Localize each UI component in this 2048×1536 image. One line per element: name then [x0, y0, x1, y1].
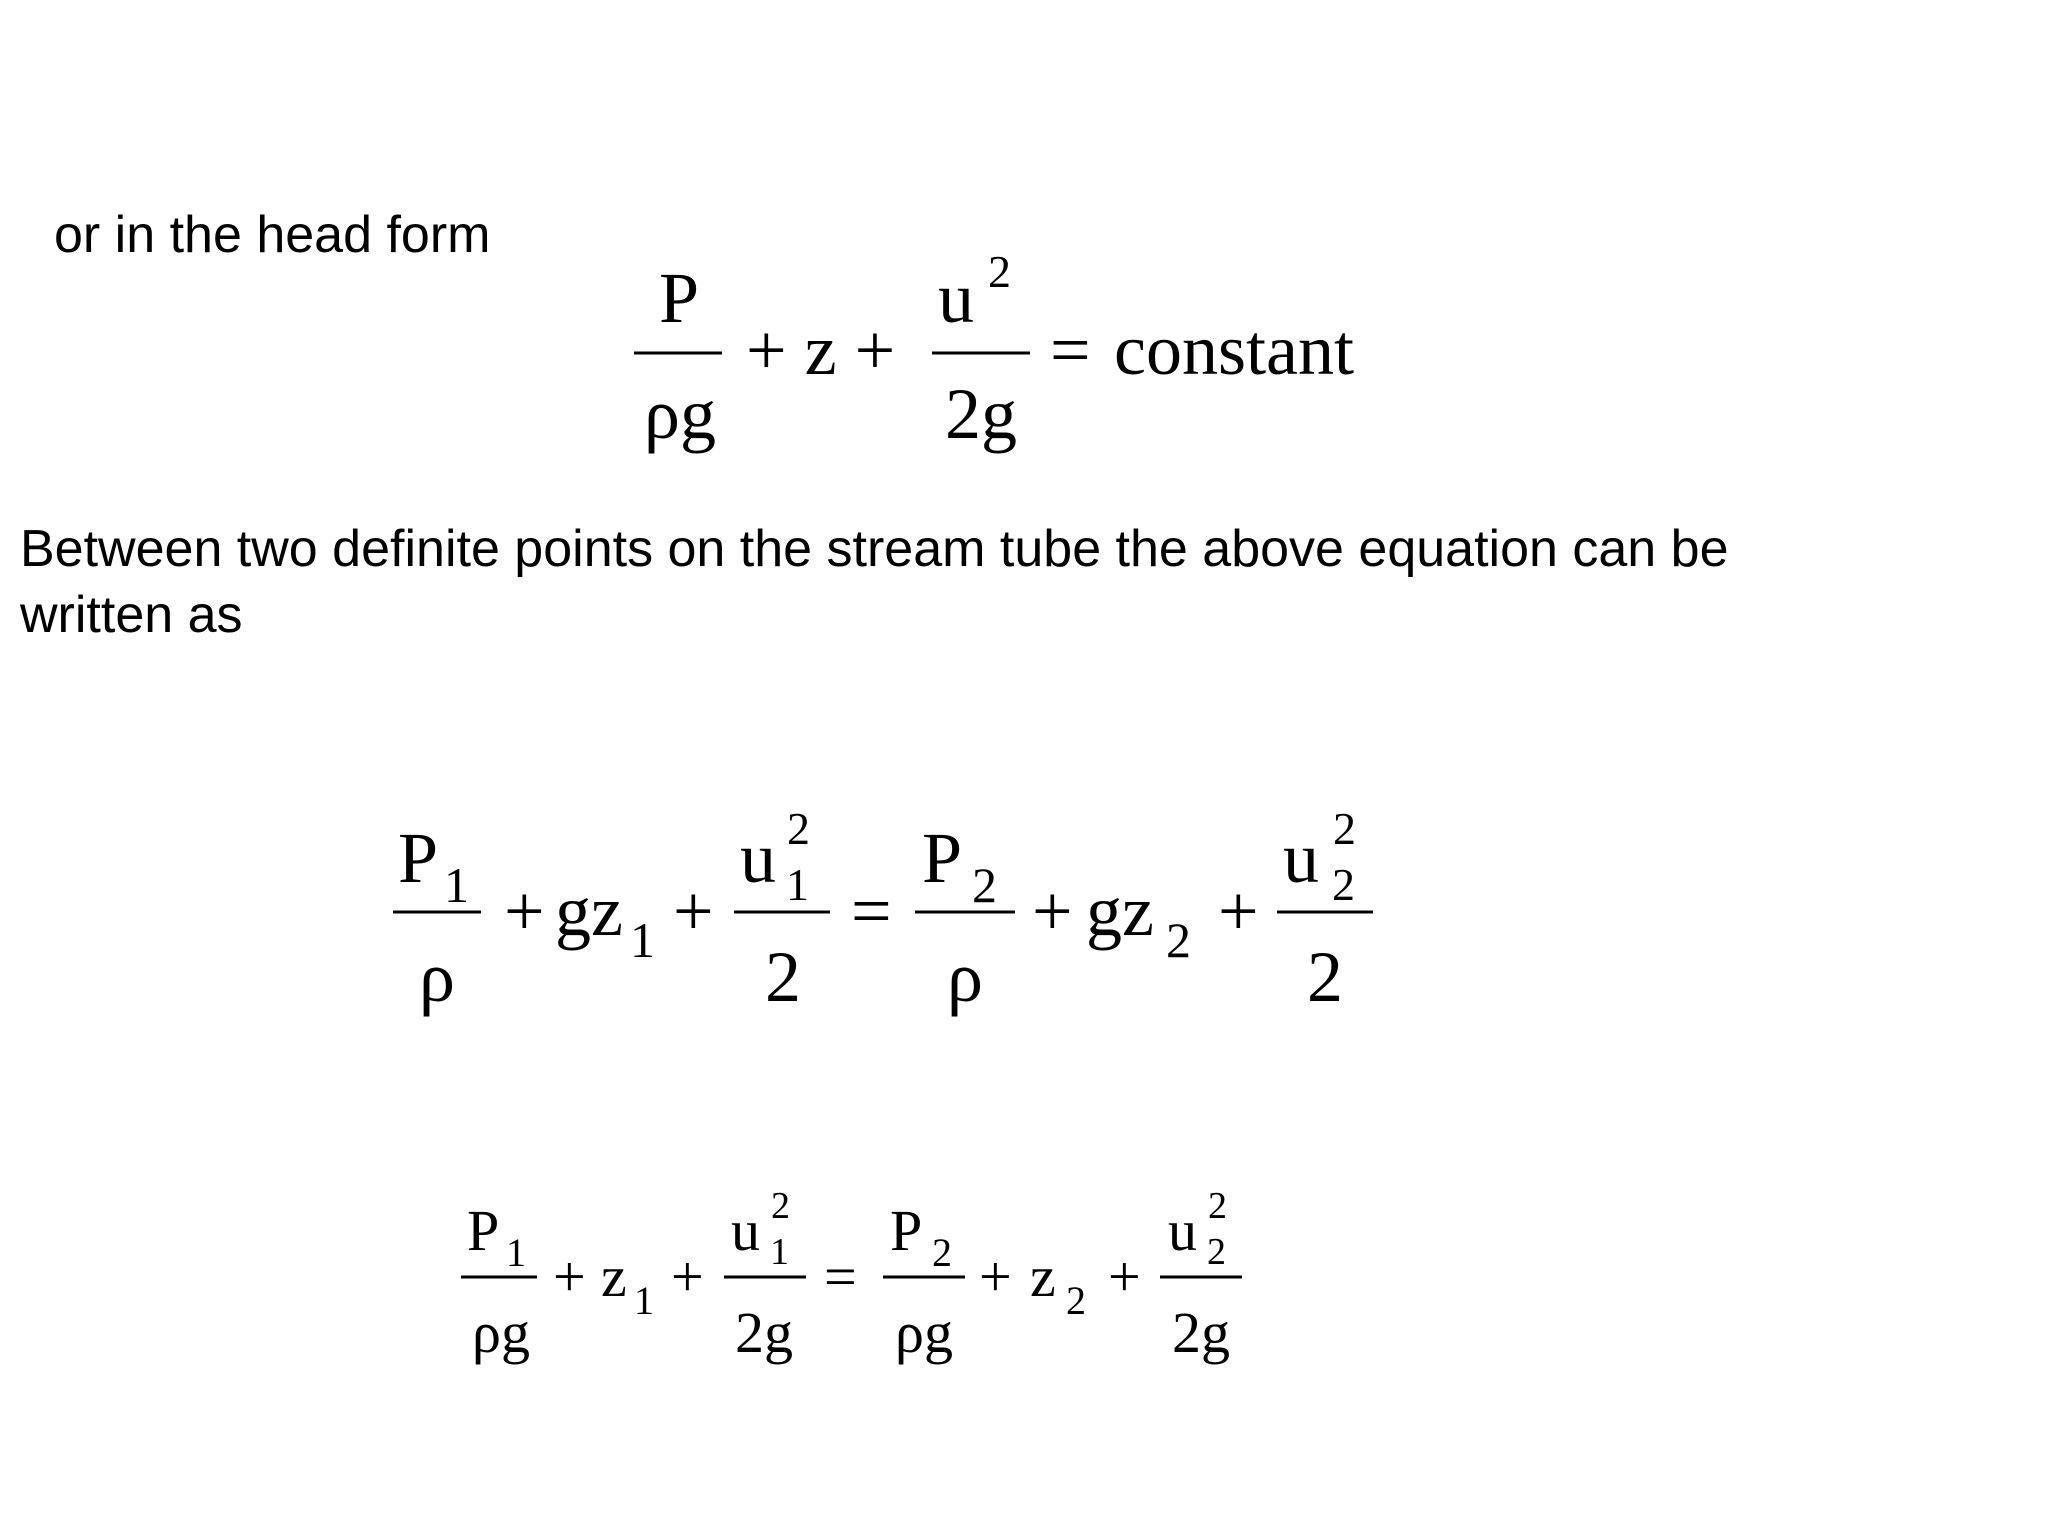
eq3-denominator-rho-g-2: ρg [895, 1300, 953, 1365]
eq3-plus-1: + [553, 1244, 586, 1309]
eq3-z-sub-2: 2 [1066, 1278, 1086, 1323]
eq2-numerator-sub-2: 2 [972, 857, 997, 913]
eq3-numerator-u2: u [1168, 1198, 1197, 1263]
eq3-superscript-2b: 2 [1208, 1185, 1227, 1227]
eq2-numerator-u: u [740, 818, 776, 898]
eq2-gz-2: gz [1086, 871, 1154, 951]
eq3-z-sub-1: 1 [634, 1278, 654, 1323]
eq2-numerator-sub-u1: 1 [786, 859, 809, 910]
eq3-numerator-sub-u1: 1 [770, 1231, 789, 1273]
eq2-superscript-2a: 2 [787, 803, 810, 854]
eq2-denominator-2a: 2 [765, 937, 801, 1017]
eq2-numerator-p: P [398, 818, 439, 898]
eq3-z-2: z [1030, 1244, 1056, 1309]
eq2-plus-4: + [1218, 871, 1259, 951]
eq3-superscript-2a: 2 [771, 1185, 790, 1227]
eq3-numerator-p2: P [890, 1198, 923, 1263]
eq2-plus-2: + [673, 871, 714, 951]
eq1-denominator-2g: 2g [945, 374, 1017, 454]
eq2-numerator-sub-u2: 2 [1332, 859, 1355, 910]
eq2-denominator-2b: 2 [1307, 937, 1343, 1017]
eq2-numerator-p2: P [922, 818, 963, 898]
eq1-numerator-u: u [938, 258, 974, 338]
eq3-fraction-p2 [883, 1198, 965, 1365]
eq2-numerator-u2: u [1283, 818, 1319, 898]
eq3-plus-4: + [1108, 1244, 1141, 1309]
eq3-fraction-u1 [724, 1185, 806, 1365]
eq3-fraction-u2 [1160, 1185, 1242, 1365]
eq3-plus-3: + [979, 1244, 1012, 1309]
eq3-z: z [601, 1244, 627, 1309]
paragraph-line-2: written as [20, 586, 243, 644]
eq2-denominator-rho-2: ρ [947, 937, 983, 1017]
eq2-superscript-2b: 2 [1333, 803, 1356, 854]
eq3-numerator-sub-2: 2 [932, 1230, 952, 1275]
eq3-numerator-sub-u2: 2 [1207, 1231, 1226, 1273]
eq2-gz-sub-2: 2 [1166, 912, 1191, 968]
eq2-plus-3: + [1032, 871, 1073, 951]
eq3-numerator-sub-1: 1 [506, 1230, 526, 1275]
eq1-equals: = [1050, 310, 1091, 390]
eq1-superscript-2: 2 [988, 246, 1011, 297]
eq3-denominator-rho-g-1: ρg [472, 1300, 530, 1365]
eq3-numerator-p: P [467, 1198, 500, 1263]
eq2-gz-sub-1: 1 [630, 912, 655, 968]
eq3-denominator-2g-2: 2g [1172, 1300, 1230, 1365]
eq3-denominator-2g-1: 2g [735, 1300, 793, 1365]
eq3-fraction-p1 [461, 1198, 537, 1365]
eq2-numerator-sub-1: 1 [444, 857, 469, 913]
intro-text: or in the head form [54, 206, 491, 264]
eq1-plus-z: + z + [746, 310, 896, 390]
paragraph-line-1: Between two definite points on the stream tube the above equation can be [20, 520, 1729, 578]
eq3-numerator-u: u [731, 1198, 760, 1263]
eq3-plus-2: + [671, 1244, 704, 1309]
eq2-gz: gz [555, 871, 623, 951]
eq2-denominator-rho-1: ρ [419, 937, 455, 1017]
eq1-numerator-p: P [658, 258, 700, 338]
eq2-equals: = [851, 871, 892, 951]
eq1-denominator-rho-g: ρg [644, 374, 716, 454]
eq1-constant: constant [1114, 310, 1354, 390]
eq3-equals: = [824, 1244, 857, 1309]
eq2-plus-1: + [504, 871, 545, 951]
